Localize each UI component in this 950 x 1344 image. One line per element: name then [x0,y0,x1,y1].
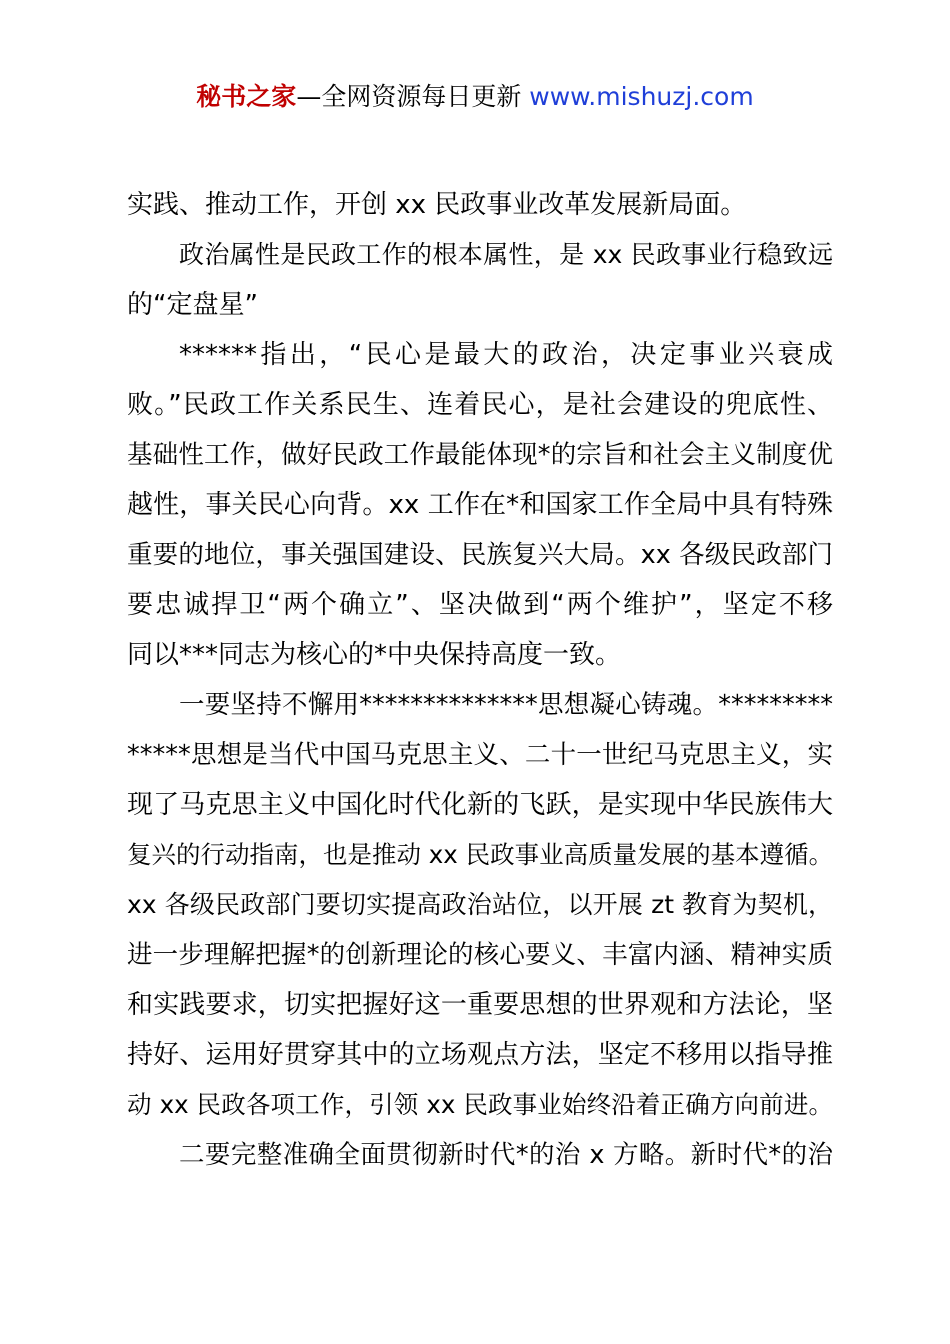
body-line: 同以***同志为核心的*中央保持高度一致。 [127,640,622,670]
body-line: 的“定盘星” [127,290,258,320]
body-line: 和实践要求，切实把握好这一重要思想的世界观和方法论，坚 [127,990,833,1020]
brand-name: 秘书之家 [196,82,297,111]
website-link[interactable]: www.mishuzj.com [529,82,754,111]
body-line: *****思想是当代中国马克思主义、二十一世纪马克思主义，实 [127,740,833,770]
body-line: 复兴的行动指南，也是推动 xx 民政事业高质量发展的基本遵循。 [127,840,834,869]
header-tagline: —全网资源每日更新 [296,82,530,111]
body-line: 动 xx 民政各项工作，引领 xx 民政事业始终沿着正确方向前进。 [127,1090,833,1119]
body-line: 基础性工作，做好民政工作最能体现*的宗旨和社会主义制度优 [127,440,833,470]
body-line: 现了马克思主义中国化时代化新的飞跃，是实现中华民族伟大 [127,790,833,820]
paragraph-start-line: 政治属性是民政工作的根本属性，是 xx 民政事业行稳致远 [179,240,833,269]
paragraph-start-line: 二要完整准确全面贯彻新时代*的治 x 方略。新时代*的治 [179,1140,833,1170]
paragraph-start-line: ******指出，“民心是最大的政治，决定事业兴衰成 [179,340,833,370]
body-line: 进一步理解把握*的创新理论的核心要义、丰富内涵、精神实质 [127,940,833,970]
page-header [0,80,950,114]
paragraph-start-line: 一要坚持不懈用**************思想凝心铸魂。********* [179,690,833,720]
body-line: 持好、运用好贯穿其中的立场观点方法，坚定不移用以指导推 [127,1040,833,1070]
body-line: 要忠诚捍卫“两个确立”、坚决做到“两个维护”，坚定不移 [127,590,833,620]
body-line: 实践、推动工作，开创 xx 民政事业改革发展新局面。 [127,190,747,220]
body-line: 重要的地位，事关强国建设、民族复兴大局。xx 各级民政部门 [127,540,833,570]
body-line: xx 各级民政部门要切实提高政治站位，以开展 zt 教育为契机， [127,890,833,919]
document-body [127,180,833,1180]
body-line: 越性，事关民心向背。xx 工作在*和国家工作全局中具有特殊 [127,490,833,520]
body-line: 败。”民政工作关系民生、连着民心，是社会建设的兜底性、 [127,390,833,420]
